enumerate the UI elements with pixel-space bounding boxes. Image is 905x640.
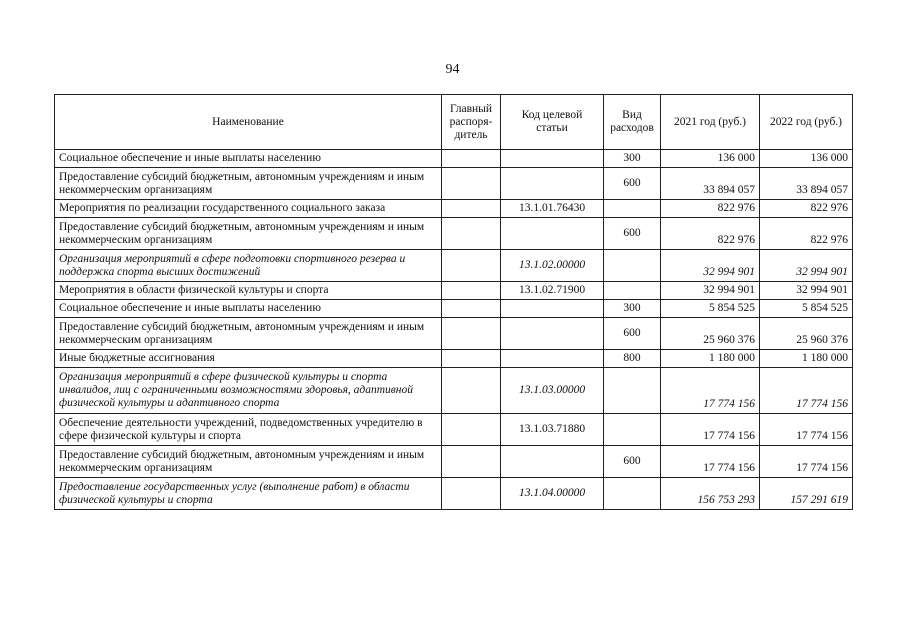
row-2022-cell: 17 774 156	[760, 414, 853, 446]
row-name-cell: Иные бюджетные ассигнования	[55, 350, 442, 368]
row-code-cell	[501, 150, 604, 168]
row-vid-cell: 800	[604, 350, 661, 368]
row-name-cell: Организация мероприятий в сфере физической культуры и спорта инвалидов, лиц с ограниченными возможностями здоровья, адаптивной физической культуры и адаптивного спорта	[55, 368, 442, 414]
table-row	[55, 168, 853, 200]
row-name-cell: Мероприятия по реализации государственного социального заказа	[55, 200, 442, 218]
row-grbs-cell	[442, 368, 501, 414]
row-grbs-cell	[442, 446, 501, 478]
row-vid-cell	[604, 282, 661, 300]
row-name-cell: Предоставление субсидий бюджетным, автономным учреждениям и иным некоммерческим организациям	[55, 318, 442, 350]
row-2021-cell: 32 994 901	[661, 250, 760, 282]
row-2022-cell: 822 976	[760, 218, 853, 250]
row-grbs-cell	[442, 282, 501, 300]
row-name-cell: Социальное обеспечение и иные выплаты населению	[55, 300, 442, 318]
row-2021-cell: 136 000	[661, 150, 760, 168]
row-code-cell: 13.1.03.00000	[501, 368, 604, 414]
row-2022-cell: 32 994 901	[760, 282, 853, 300]
row-vid-cell	[604, 200, 661, 218]
header-code: Код целевой статьи	[501, 95, 604, 150]
table-row	[55, 218, 853, 250]
row-2021-cell: 17 774 156	[661, 368, 760, 414]
header-2021: 2021 год (руб.)	[661, 95, 760, 150]
row-code-cell: 13.1.01.76430	[501, 200, 604, 218]
row-vid-cell: 300	[604, 300, 661, 318]
row-grbs-cell	[442, 250, 501, 282]
row-2021-cell: 822 976	[661, 218, 760, 250]
row-code-cell: 13.1.03.71880	[501, 414, 604, 446]
row-grbs-cell	[442, 168, 501, 200]
row-2022-cell: 5 854 525	[760, 300, 853, 318]
row-2021-cell: 32 994 901	[661, 282, 760, 300]
row-grbs-cell	[442, 318, 501, 350]
table-row	[55, 200, 853, 218]
row-2021-cell: 5 854 525	[661, 300, 760, 318]
table-row	[55, 414, 853, 446]
row-2021-cell: 25 960 376	[661, 318, 760, 350]
row-2022-cell: 822 976	[760, 200, 853, 218]
table-row	[55, 368, 853, 414]
row-code-cell	[501, 318, 604, 350]
row-grbs-cell	[442, 218, 501, 250]
table-header-row	[55, 95, 853, 150]
row-grbs-cell	[442, 350, 501, 368]
row-grbs-cell	[442, 150, 501, 168]
table-row	[55, 150, 853, 168]
row-2022-cell: 17 774 156	[760, 446, 853, 478]
row-2021-cell: 822 976	[661, 200, 760, 218]
row-code-cell: 13.1.04.00000	[501, 478, 604, 510]
table-row	[55, 250, 853, 282]
row-2022-cell: 157 291 619	[760, 478, 853, 510]
row-code-cell	[501, 218, 604, 250]
row-vid-cell	[604, 250, 661, 282]
row-name-cell: Обеспечение деятельности учреждений, подведомственных учредителю в сфере физической культуры и спорта	[55, 414, 442, 446]
row-code-cell: 13.1.02.71900	[501, 282, 604, 300]
row-name-cell: Мероприятия в области физической культуры и спорта	[55, 282, 442, 300]
row-2021-cell: 156 753 293	[661, 478, 760, 510]
row-grbs-cell	[442, 478, 501, 510]
header-vid: Вид расходов	[604, 95, 661, 150]
row-code-cell: 13.1.02.00000	[501, 250, 604, 282]
table-row	[55, 478, 853, 510]
row-name-cell: Предоставление субсидий бюджетным, автономным учреждениям и иным некоммерческим организациям	[55, 168, 442, 200]
row-vid-cell: 600	[604, 318, 661, 350]
page-number: 94	[445, 62, 460, 77]
row-grbs-cell	[442, 414, 501, 446]
header-2022: 2022 год (руб.)	[760, 95, 853, 150]
row-2022-cell: 32 994 901	[760, 250, 853, 282]
budget-table	[54, 94, 853, 510]
row-vid-cell	[604, 478, 661, 510]
row-code-cell	[501, 350, 604, 368]
table-row	[55, 350, 853, 368]
row-vid-cell: 600	[604, 168, 661, 200]
row-2021-cell: 33 894 057	[661, 168, 760, 200]
row-2022-cell: 17 774 156	[760, 368, 853, 414]
table-row	[55, 318, 853, 350]
row-name-cell: Социальное обеспечение и иные выплаты населению	[55, 150, 442, 168]
table-row	[55, 282, 853, 300]
table-row	[55, 446, 853, 478]
row-code-cell	[501, 300, 604, 318]
row-2022-cell: 33 894 057	[760, 168, 853, 200]
row-vid-cell	[604, 414, 661, 446]
row-2021-cell: 17 774 156	[661, 446, 760, 478]
row-name-cell: Предоставление государственных услуг (выполнение работ) в области физической культуры и спорта	[55, 478, 442, 510]
row-code-cell	[501, 168, 604, 200]
row-name-cell: Предоставление субсидий бюджетным, автономным учреждениям и иным некоммерческим организациям	[55, 446, 442, 478]
row-grbs-cell	[442, 200, 501, 218]
row-2022-cell: 136 000	[760, 150, 853, 168]
row-2021-cell: 1 180 000	[661, 350, 760, 368]
row-name-cell: Предоставление субсидий бюджетным, автономным учреждениям и иным некоммерческим организациям	[55, 218, 442, 250]
row-vid-cell	[604, 368, 661, 414]
row-name-cell: Организация мероприятий в сфере подготовки спортивного резерва и поддержка спорта высших достижений	[55, 250, 442, 282]
row-2022-cell: 1 180 000	[760, 350, 853, 368]
row-vid-cell: 600	[604, 218, 661, 250]
row-2021-cell: 17 774 156	[661, 414, 760, 446]
header-grbs: Главный распоря-дитель	[442, 95, 501, 150]
header-name: Наименование	[55, 95, 442, 150]
row-code-cell	[501, 446, 604, 478]
table-row	[55, 300, 853, 318]
row-vid-cell: 300	[604, 150, 661, 168]
table-body	[55, 150, 853, 510]
row-2022-cell: 25 960 376	[760, 318, 853, 350]
row-vid-cell: 600	[604, 446, 661, 478]
row-grbs-cell	[442, 300, 501, 318]
